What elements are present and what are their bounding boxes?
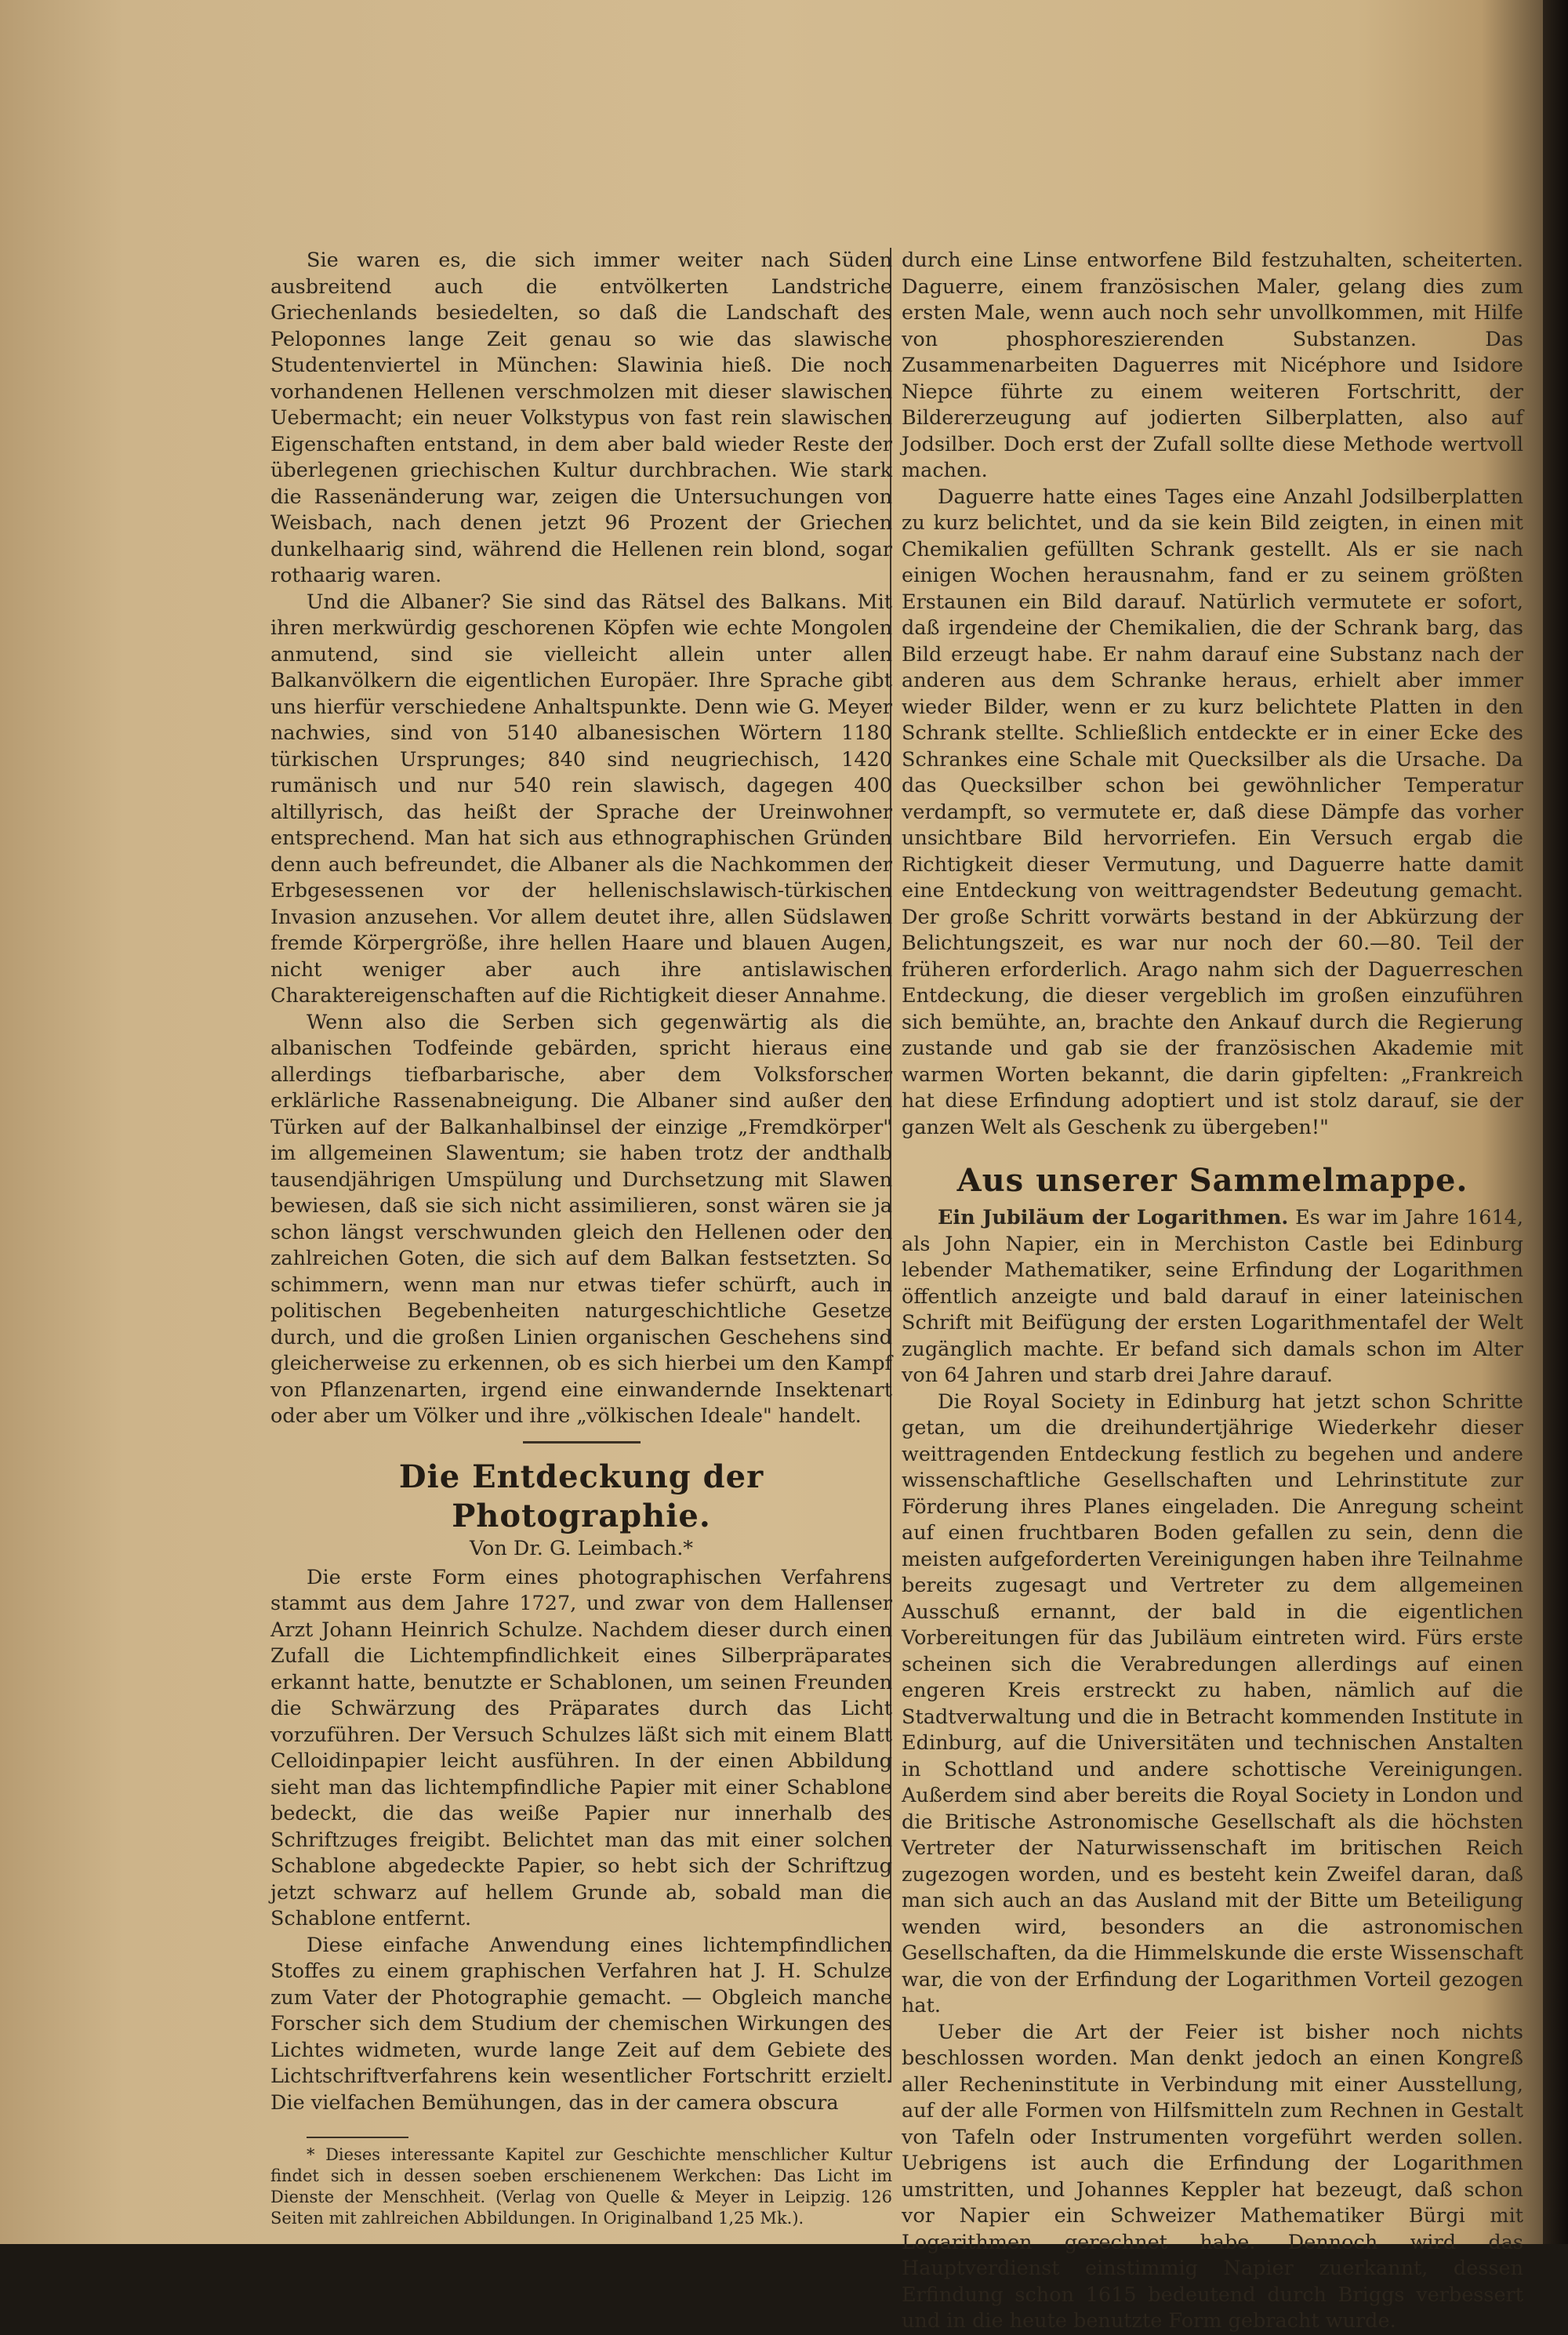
paragraph-linse-continuation: durch eine Linse entworfene Bild festzuhalten, scheiterten. Daguerre, einem französischen Maler, gelang dies zum ersten Male, wenn auch noch sehr unvollkommen, mit Hilfe von phosphoreszierenden Substanzen. Das Zusammenarbeiten Daguerres mit Nicéphore und Isidore Niepce führte zu einem weiteren Fortschritt, der Bildererzeugung auf jodierten Silberplatten, also auf Jodsilber. Doch erst der Zufall sollte diese Methode wertvoll machen. (902, 249, 1523, 482)
footnote-divider (307, 2137, 408, 2138)
article-title-photographie: Die Entdeckung der Photographie. (398, 1458, 764, 1534)
paragraph-schulze: Die erste Form eines photographischen Verfahrens stammt aus dem Jahre 1727, und zwar von dem Hallenser Arzt Johann Heinrich Schulze. Nachdem dieser durch einen Zufall die Lichtempfindlichkeit eines Silberpräparates erkannt hatte, benutzte er Schablonen, um seinen Freunden die Schwärzung des Präparates durch das Licht vorzuführen. Der Versuch Schulzes läßt sich mit einem Blatt Celloidinpapier leicht ausführen. In der einen Abbildung sieht man das lichtempfindliche Papier mit einer Schablone bedeckt, die das weiße Papier nur innerhalb des Schriftzuges freigibt. Belichtet man das mit einer solchen Schablone abgedeckte Papier, so hebt sich der Schriftzug jetzt schwarz auf hellem Grunde ab, sobald man die Schablone entfernt. (270, 1565, 892, 1930)
paragraph-serben: Wenn also die Serben sich gegenwärtig als die albanischen Todfeinde gebärden, spricht hieraus eine allerdings tiefbarbarische, aber dem Volksforscher erklärliche Rassenabneigung. Die Albaner sind außer den Türken auf der Balkanhalbinsel der einzige „Fremdkörper" im allgemeinen Slawentum; sie haben trotz der andthalb tausendjährigen Umspülung und Durchsetzung mit Slawen bewiesen, daß sie sich nicht assimilieren, sonst wären sie ja schon längst verschwunden gleich den Hellenen oder den zahlreichen Goten, die sich auf dem Balkan festsetzten. So schimmern, wenn man nur etwas tiefer schürft, auch in politischen Begebenheiten naturgeschichtliche Gesetze durch, und die großen Linien organischen Geschehens sind gleicherweise zu erkennen, ob es sich hierbei um den Kampf von Pflanzenarten, irgend eine einwandernde Insektenart oder aber um Völker und ihre „völkischen Ideale" handelt. (270, 1010, 892, 1428)
paragraph-royal-society: Die Royal Society in Edinburg hat jetzt schon Schritte getan, um die dreihundertjährige Wiederkehr dieser weittragenden Entdeckung festlich zu begehen und andere wissenschaftliche Gesellschaften und Lehrinstitute zur Förderung ihres Planes eingeladen. Die Anregung scheint auf einen fruchtbaren Boden gefallen zu sein, denn die meisten aufgeforderten Vereinigungen haben ihre Teilnahme bereits zugesagt und Vertreter zu dem allgemeinen Ausschuß ernannt, der bald in die eigentlichen Vorbereitungen für das Jubiläum eintreten wird. Fürs erste scheinen sich die Verabredungen allerdings auf einen engeren Kreis erstreckt zu haben, nämlich auf die Stadtverwaltung und die in Betracht kommenden Institute in Edinburg, auf die Universitäten und technischen Anstalten in Schottland und andere schottische Vereinigungen. Außerdem sind aber bereits die Royal Society in London und die Britische Astronomische Gesellschaft als die höchsten Vertreter der Naturwissenschaft im britischen Reich zugezogen worden, und es besteht kein Zweifel daran, daß man sich auch an das Ausland mit der Bitte um Beteiligung wenden wird, besonders an die astronomischen Gesellschaften, da die Himmelskunde die erste Wissenschaft war, die von der Erfindung der Logarithmen Vorteil gezogen hat. (902, 1389, 1523, 2017)
right-column (902, 248, 1523, 2335)
paragraph-slawen: Sie waren es, die sich immer weiter nach Süden ausbreitend auch die entvölkerten Landstriche Griechenlands besiedelten, so daß die Landschaft des Peloponnes lange Zeit genau so wie das slawische Studentenviertel in München: Slawinia hieß. Die noch vorhandenen Hellenen verschmolzen mit dieser slawischen Uebermacht; ein neuer Volkstypus von fast rein slawischen Eigenschaften entstand, in dem aber bald wieder Reste der überlegenen griechischen Kultur durchbrachen. Wie stark die Rassenänderung war, zeigen die Untersuchungen von Weisbach, nach denen jetzt 96 Prozent der Griechen dunkelhaarig sind, während die Hellenen rein blond, sogar rothaarig waren. (270, 249, 892, 587)
paragraph-feier: Ueber die Art der Feier ist bisher noch nichts beschlossen worden. Man denkt jedoch an einen Kongreß aller Recheninstitute in Verbindung mit einer Ausstellung, auf der alle Formen von Hilfsmitteln zum Rechnen in Gestalt von Tafeln oder Instrumenten vorgeführt werden sollen. Uebrigens ist auch die Erfindung der Logarithmen umstritten, und Johannes Keppler hat bezeugt, daß schon vor Napier ein Schweizer Mathematiker Bürgi mit Logarithmen gerechnet habe. Dennoch wird das Hauptverdienst einstimmig Napier zuerkannt, dessen Erfindung schon 1615 bedeutend durch Briggs verbessert und in die heute benutzte Form gebracht wurde. (902, 2020, 1523, 2333)
footnote: * Dieses interessante Kapitel zur Geschichte menschlicher Kultur findet sich in dessen soeben erschienenem Werkchen: Das Licht im Dienste der Menschheit. (Verlag von Quelle & Meyer in Leipzig. 126 Seiten mit zahlreichen Abbildungen. In Originalband 1,25 Mk.). (270, 2145, 892, 2228)
lead-in: Ein Jubiläum der Logarithmen. (938, 1206, 1289, 1229)
binding-edge (1543, 0, 1568, 2244)
section-title-sammelmappe: Aus unserer Sammelmappe. (956, 1162, 1468, 1199)
paragraph-anwendung: Diese einfache Anwendung eines lichtempfindlichen Stoffes zu einem graphischen Verfahren hat J. H. Schulze zum Vater der Photographie gemacht. — Obgleich manche Forscher sich dem Studium der chemischen Wirkungen des Lichtes widmeten, wurde lange Zeit auf dem Gebiete des Lichtschriftverfahrens kein wesentlicher Fortschritt erzielt. Die vielfachen Bemühungen, das in der camera obscura (270, 1933, 892, 2115)
paragraph-jubilaeum (902, 1205, 1523, 1389)
paragraph-daguerre: Daguerre hatte eines Tages eine Anzahl Jodsilberplatten zu kurz belichtet, und da sie kein Bild zeigten, in einen mit Chemikalien gefüllten Schrank gestellt. Als er sie nach einigen Wochen herausnahm, fand er zu seinem größten Erstaunen ein Bild darauf. Natürlich vermutete er sofort, daß irgendeine der Chemikalien, die der Schrank barg, das Bild erzeugt habe. Er nahm darauf eine Substanz nach der anderen aus dem Schranke heraus, erhielt aber immer wieder Bilder, wenn er zu kurz belichtete Platten in den Schrank stellte. Schließlich entdeckte er in einer Ecke des Schrankes eine Schale mit Quecksilber als die Ursache. Da das Quecksilber schon bei gewöhnlicher Temperatur verdampft, so vermutete er, daß diese Dämpfe das vorher unsichtbare Bild hervorriefen. Ein Versuch ergab die Richtigkeit dieser Vermutung, und Daguerre hatte damit eine Entdeckung von weittragendster Bedeutung gemacht. Der große Schritt vorwärts bestand in der Abkürzung der Belichtungszeit, es war nur noch der 60.—80. Teil der früheren erforderlich. Arago nahm sich der Daguerreschen Entdeckung, die dieser vergeblich im großen einzuführen sich bemühte, an, brachte den Ankauf durch die Regierung zustande und gab sie der französischen Akademie mit warmen Worten bekannt, die darin gipfelten: „Frankreich hat diese Erfindung adoptiert und ist stolz darauf, sie der ganzen Welt als Geschenk zu übergeben!" (902, 485, 1523, 1139)
section-divider (523, 1441, 641, 1443)
paragraph-jubilaeum-text: Es war im Jahre 1614, als John Napier, ein in Merchiston Castle bei Edinburg lebender Mathematiker, seine Erfindung der Logarithmen öffentlich anzeigte und bald darauf in einer lateinischen Schrift mit Beifügung der ersten Logarithmentafel der Welt zugänglich machte. Er befand sich damals schon im Alter von 64 Jahren und starb drei Jahre darauf. (902, 1206, 1524, 1387)
left-column (270, 248, 892, 2229)
paragraph-albaner: Und die Albaner? Sie sind das Rätsel des Balkans. Mit ihren merkwürdig geschorenen Köpfen wie echte Mongolen anmutend, sind sie vielleicht allein unter allen Balkanvölkern die eigentlichen Europäer. Ihre Sprache gibt uns hierfür verschiedene Anhaltspunkte. Denn wie G. Meyer nachwies, sind von 5140 albanesischen Wörtern 1180 türkischen Ursprunges; 840 sind neugriechisch, 1420 rumänisch und nur 540 rein slawisch, dagegen 400 altillyrisch, das heißt der Sprache der Ureinwohner entsprechend. Man hat sich aus ethnographischen Gründen denn auch befreundet, die Albaner als die Nachkommen der Erbgesessenen vor der hellenischslawisch-türkischen Invasion anzusehen. Vor allem deutet ihre, allen Südslawen fremde Körpergröße, ihre hellen Haare und blauen Augen, nicht weniger aber auch ihre antislawischen Charaktereigenschaften auf die Richtigkeit dieser Annahme. (270, 590, 892, 1008)
section-spacer (902, 1141, 1523, 1161)
article-byline: Von Dr. G. Leimbach.* (469, 1536, 694, 1560)
